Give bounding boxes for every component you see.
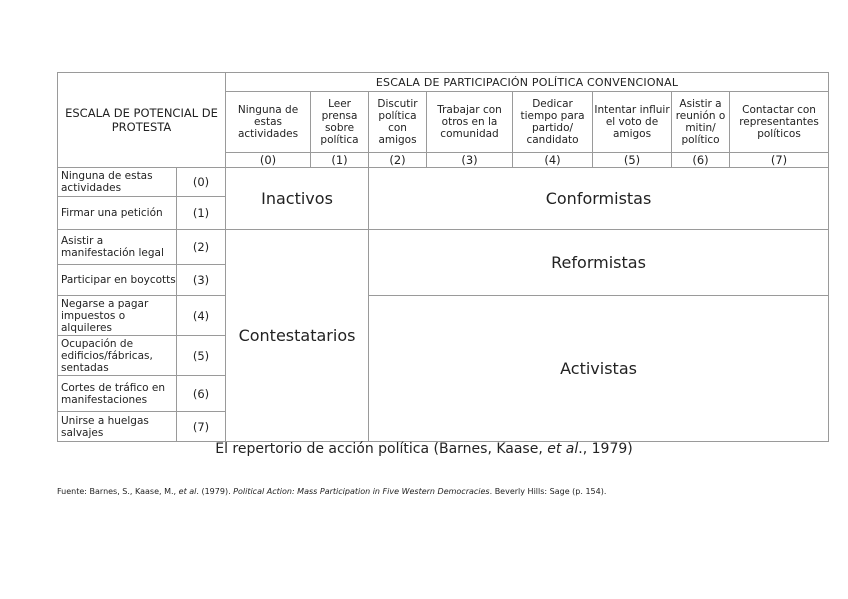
column-number: (4) bbox=[513, 153, 593, 168]
row-label: Unirse a huelgas salvajes bbox=[58, 412, 177, 442]
column-number: (3) bbox=[427, 153, 513, 168]
row-label: Participar en boycotts bbox=[58, 265, 177, 296]
row-number: (6) bbox=[177, 376, 226, 412]
source-etal: et al bbox=[178, 487, 197, 496]
row-number: (7) bbox=[177, 412, 226, 442]
caption-etal: et al bbox=[547, 441, 579, 457]
table-caption bbox=[0, 441, 848, 457]
row-label: Negarse a pagar impuestos o alquileres bbox=[58, 296, 177, 336]
row-label: Cortes de tráfico en manifestaciones bbox=[58, 376, 177, 412]
source-suffix: . Beverly Hills: Sage (p. 154). bbox=[489, 487, 607, 496]
row-number: (0) bbox=[177, 168, 226, 197]
region-conformistas: Conformistas bbox=[369, 168, 829, 230]
column-header: Ninguna de estas actividades bbox=[226, 92, 311, 153]
column-header: Leer prensa sobre política bbox=[311, 92, 369, 153]
row-number: (1) bbox=[177, 197, 226, 230]
political-action-table bbox=[57, 72, 829, 442]
column-header: Discutir política con amigos bbox=[369, 92, 427, 153]
source-citation bbox=[57, 487, 606, 496]
column-number: (2) bbox=[369, 153, 427, 168]
caption-suffix: ., 1979) bbox=[578, 441, 633, 457]
column-number: (0) bbox=[226, 153, 311, 168]
row-number: (3) bbox=[177, 265, 226, 296]
source-prefix: Fuente: Barnes, S., Kaase, M., bbox=[57, 487, 179, 496]
column-header: Asistir a reunión o mitin/ político bbox=[672, 92, 730, 153]
caption-prefix: El repertorio de acción política (Barnes, Kaase, bbox=[215, 441, 548, 457]
column-number: (7) bbox=[730, 153, 829, 168]
row-label: Firmar una petición bbox=[58, 197, 177, 230]
source-middle: . (1979). bbox=[196, 487, 234, 496]
row-number: (4) bbox=[177, 296, 226, 336]
column-header: Dedicar tiempo para partido/ candidato bbox=[513, 92, 593, 153]
conventional-participation-header: ESCALA DE PARTICIPACIÓN POLÍTICA CONVENCIONAL bbox=[226, 73, 829, 92]
row-label: Asistir a manifestación legal bbox=[58, 230, 177, 265]
region-activistas: Activistas bbox=[369, 296, 829, 442]
region-inactivos: Inactivos bbox=[226, 168, 369, 230]
column-header: Trabajar con otros en la comunidad bbox=[427, 92, 513, 153]
region-reformistas: Reformistas bbox=[369, 230, 829, 296]
row-label: Ninguna de estas actividades bbox=[58, 168, 177, 197]
region-contestatarios: Contestatarios bbox=[226, 230, 369, 442]
column-header: Contactar con representantes políticos bbox=[730, 92, 829, 153]
protest-scale-header: ESCALA DE POTENCIAL DE PROTESTA bbox=[58, 73, 226, 168]
column-number: (5) bbox=[593, 153, 672, 168]
column-header: Intentar influir el voto de amigos bbox=[593, 92, 672, 153]
column-number: (1) bbox=[311, 153, 369, 168]
column-number: (6) bbox=[672, 153, 730, 168]
row-label: Ocupación de edificios/fábricas, sentadas bbox=[58, 336, 177, 376]
source-title: Political Action: Mass Participation in Five Western Democracies bbox=[233, 487, 490, 496]
row-number: (5) bbox=[177, 336, 226, 376]
row-number: (2) bbox=[177, 230, 226, 265]
